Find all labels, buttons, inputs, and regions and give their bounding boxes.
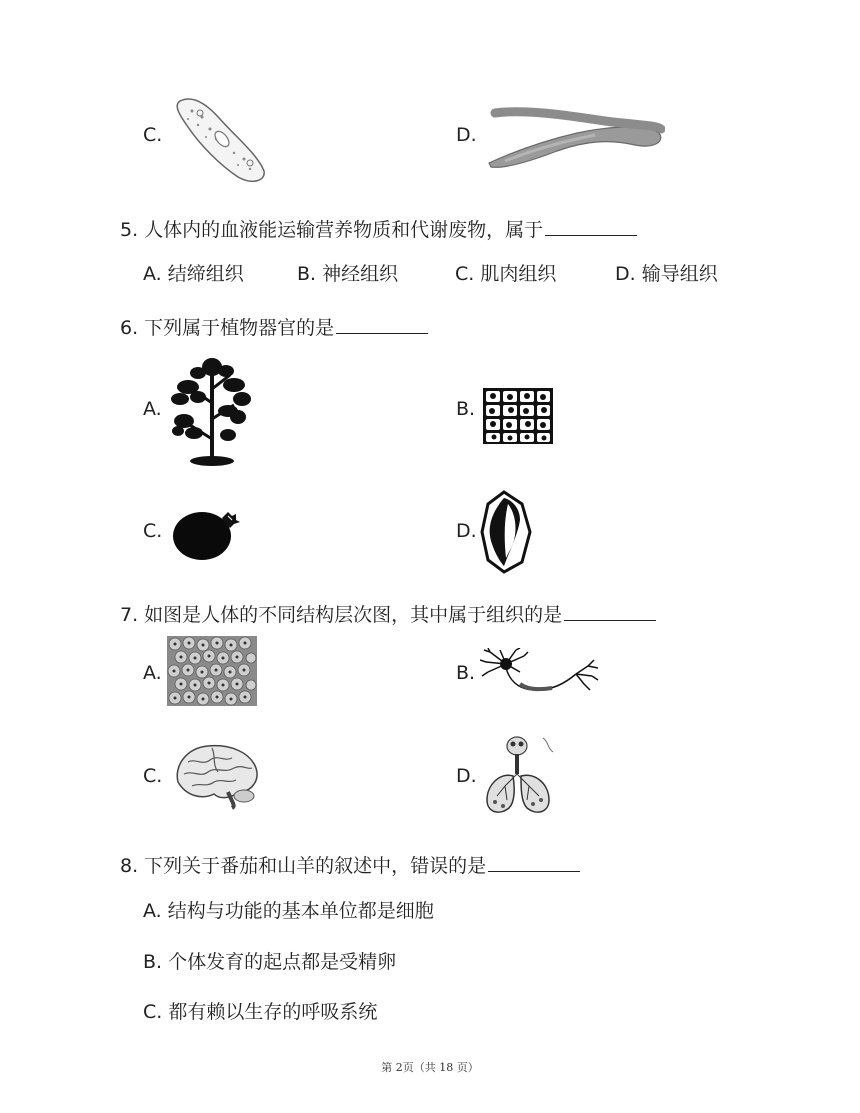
q5-stem-text: 5. 人体内的血液能运输营养物质和代谢废物，属于 xyxy=(120,219,544,241)
earthworm-image xyxy=(485,105,665,171)
q5-option-b: B. 神经组织 xyxy=(297,263,399,285)
q7-option-a-label: A. xyxy=(143,662,162,684)
q8-option-a: A. 结构与功能的基本单位都是细胞 xyxy=(143,900,434,922)
q7-option-b-label: B. xyxy=(456,662,476,684)
q7-option-d-label: D. xyxy=(456,765,477,787)
q5-answer-blank[interactable] xyxy=(545,215,637,236)
page-footer: 第 2页（共 18 页） xyxy=(381,1061,479,1074)
q6-option-d-label: D. xyxy=(456,520,477,542)
q5-option-c: C. 肌肉组织 xyxy=(455,263,557,285)
q6-option-a-label: A. xyxy=(143,398,162,420)
q5-option-a: A. 结缔组织 xyxy=(143,263,244,285)
q4-option-c-label: C. xyxy=(143,124,163,146)
q6-answer-blank[interactable] xyxy=(336,313,428,334)
tomato-fruit-image xyxy=(170,506,246,562)
single-plant-cell-image xyxy=(478,490,538,574)
q7-stem xyxy=(120,600,656,627)
q7-option-c-label: C. xyxy=(143,765,163,787)
paramecium-image xyxy=(172,93,272,185)
plant-cell-tissue-image xyxy=(483,388,553,444)
q7-answer-blank[interactable] xyxy=(564,600,656,621)
q8-stem xyxy=(120,851,580,878)
q8-answer-blank[interactable] xyxy=(488,851,580,872)
q7-stem-text: 7. 如图是人体的不同结构层次图，其中属于组织的是 xyxy=(120,604,563,626)
respiratory-system-image xyxy=(483,734,563,816)
epithelial-tissue-image xyxy=(167,636,257,706)
q6-option-c-label: C. xyxy=(143,520,163,542)
q6-stem-text: 6. 下列属于植物器官的是 xyxy=(120,317,335,339)
q5-option-d: D. 输导组织 xyxy=(615,263,718,285)
q5-stem xyxy=(120,215,637,242)
tomato-plant-image xyxy=(168,355,254,467)
q6-option-b-label: B. xyxy=(456,398,476,420)
q8-option-b: B. 个体发育的起点都是受精卵 xyxy=(143,951,397,973)
q4-option-d-label: D. xyxy=(456,124,477,146)
q6-stem xyxy=(120,313,428,340)
neuron-image xyxy=(480,648,600,698)
brain-image xyxy=(172,742,262,810)
q8-option-c: C. 都有赖以生存的呼吸系统 xyxy=(143,1001,378,1023)
q8-stem-text: 8. 下列关于番茄和山羊的叙述中，错误的是 xyxy=(120,855,487,877)
